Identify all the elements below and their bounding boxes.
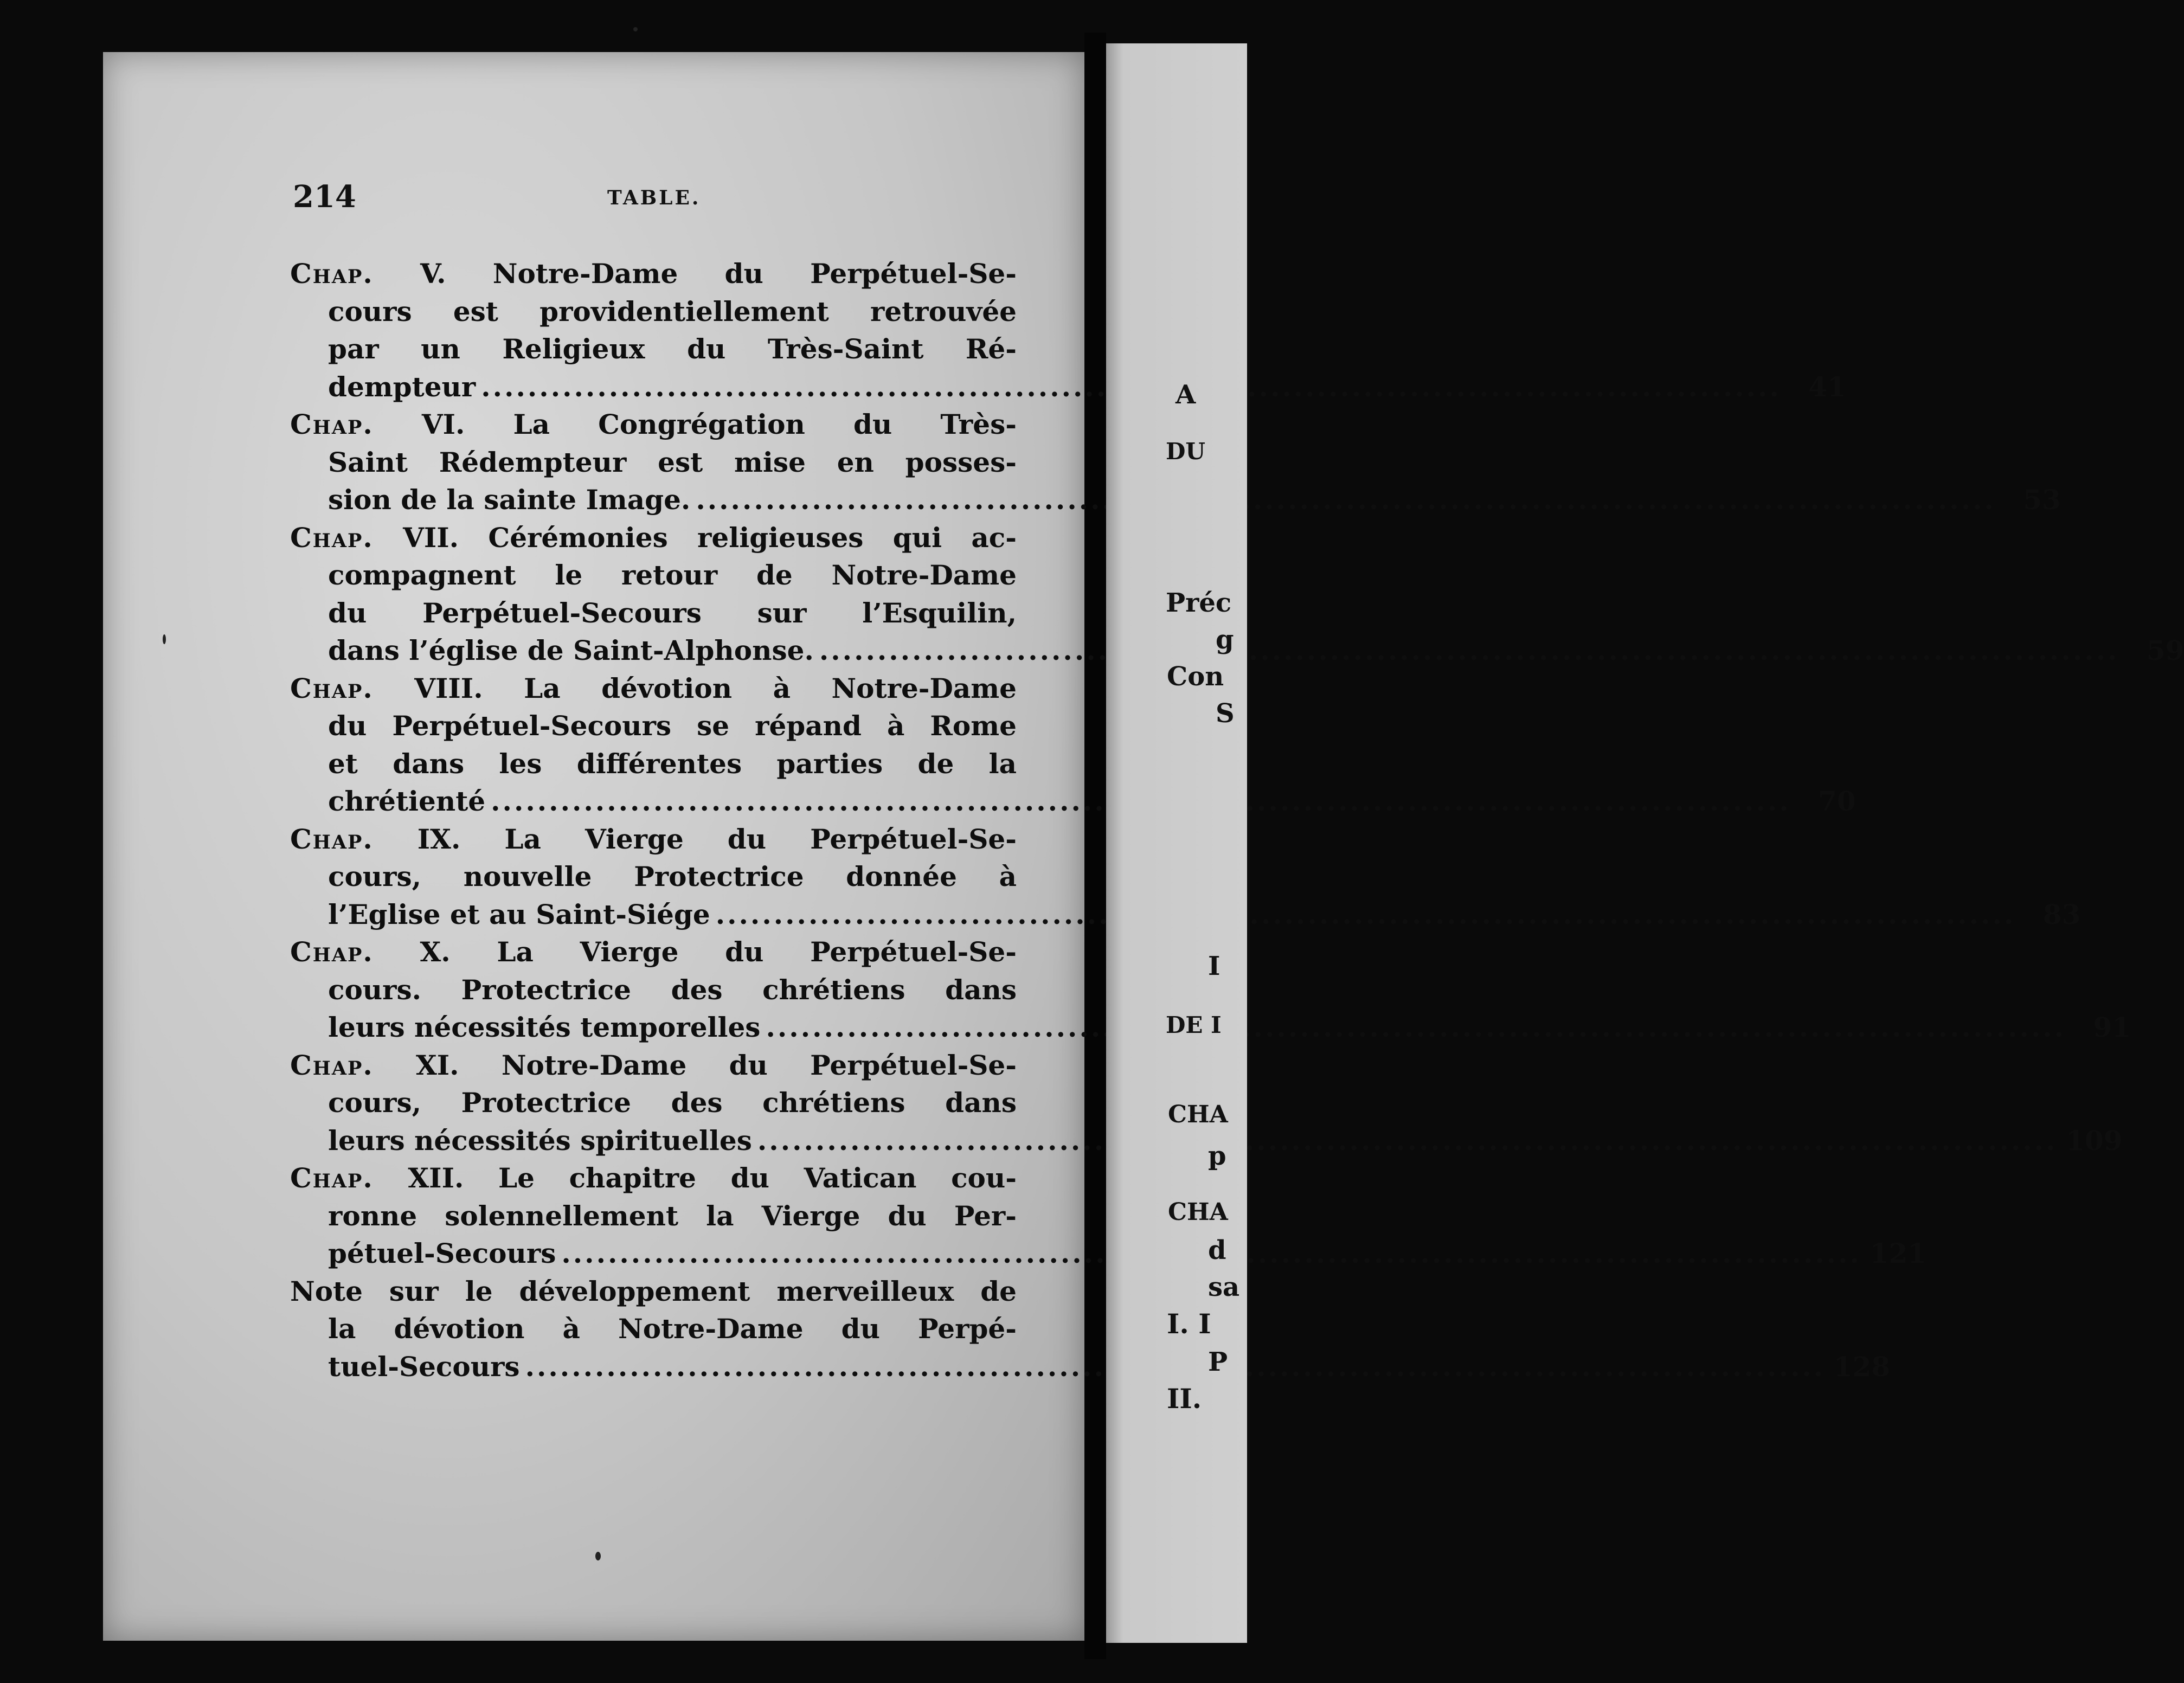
chapter-label: Chap. (290, 521, 374, 554)
toc-entry-line (290, 1348, 1891, 1386)
scan-speck (595, 1552, 601, 1560)
chapter-label: Chap. (290, 936, 374, 968)
entry-text: cours, Protectrice des chrétiens dans (328, 1087, 1017, 1119)
entry-text: Saint Rédempteur est mise en posses- (328, 446, 1017, 478)
toc-entry-line (290, 1310, 1017, 1348)
page-ref: 59 (2146, 634, 2184, 666)
scan-speck (163, 634, 166, 644)
entry-text: pétuel-Secours (328, 1237, 556, 1269)
entry-text: l’Eglise et au Saint-Siége (328, 898, 710, 930)
toc-entry-line (290, 255, 1017, 293)
entry-text: cours est providentiellement retrouvée (328, 295, 1017, 327)
running-head (293, 179, 943, 217)
facing-text-fragment: I (1208, 951, 1221, 981)
facing-text-fragment: g (1216, 625, 1234, 655)
chapter-label: Chap. (290, 823, 374, 855)
toc-entry-line (290, 670, 1017, 708)
entry-text: cours, nouvelle Protectrice donnée à (328, 860, 1017, 892)
page-ref: 83 (2042, 898, 2081, 930)
dot-leader (814, 632, 2125, 670)
toc-entry-line (290, 293, 1017, 331)
facing-page-fragment (1106, 43, 1247, 1643)
toc-entry-line (290, 1273, 1017, 1311)
chapter-label: Chap. (290, 408, 374, 440)
toc-entry-line (290, 594, 1017, 632)
toc-entry (290, 255, 1846, 406)
book-gutter (1084, 33, 1106, 1659)
toc-entry-line (290, 1159, 1017, 1197)
facing-text-fragment: P (1208, 1347, 1228, 1377)
toc-entry-line (290, 1046, 1017, 1084)
toc-entry-line (290, 707, 1017, 745)
toc-entry-line (290, 1084, 1017, 1122)
entry-text: et dans les différentes parties de la (328, 747, 1017, 780)
facing-text-fragment: Con (1167, 661, 1224, 692)
entry-text: cours. Protectrice des chrétiens dans (328, 973, 1017, 1006)
facing-text-fragment: p (1208, 1141, 1226, 1171)
entry-text: VIII. La dévotion à Notre-Dame (414, 672, 1017, 704)
scan-speck (633, 27, 638, 31)
entry-text: VII. Cérémonies religieuses qui ac- (403, 521, 1017, 554)
entry-text: tuel-Secours (328, 1350, 520, 1383)
entry-text: XII. Le chapitre du Vatican cou- (408, 1162, 1017, 1194)
toc-entry-line (290, 406, 1017, 444)
facing-text-fragment: DE I (1166, 1012, 1222, 1038)
page-ref: 128 (1833, 1350, 1891, 1383)
toc-entry-line (290, 330, 1017, 368)
toc-entry-line (290, 481, 2061, 519)
page-ref: 41 (1808, 370, 1846, 403)
toc-entry-line (290, 745, 1017, 783)
facing-text-fragment: CHA (1168, 1198, 1228, 1226)
toc-entry-line (290, 782, 1856, 820)
entry-text: chrétienté (328, 785, 486, 817)
chapter-label: Chap. (290, 1162, 374, 1194)
entry-text: sion de la sainte Image. (328, 484, 691, 516)
toc-entry-line (290, 556, 1017, 594)
page-ref: 53 (2023, 484, 2061, 516)
entry-text: par un Religieux du Très-Saint Ré- (328, 333, 1017, 365)
toc-entry (290, 820, 2081, 934)
toc-entry-line (290, 858, 1017, 896)
entry-text: la dévotion à Notre-Dame du Perpé- (328, 1313, 1017, 1345)
facing-text-fragment: Préc (1166, 588, 1232, 618)
entry-text: XI. Notre-Dame du Perpétuel-Se- (416, 1049, 1017, 1081)
running-title: TABLE. (607, 187, 701, 209)
toc-entry (290, 1159, 1926, 1273)
entry-text: leurs nécessités spirituelles (328, 1124, 752, 1157)
dot-leader (752, 1122, 2063, 1160)
toc-entry-line (290, 896, 2081, 934)
page-ref: 91 (2093, 1011, 2131, 1043)
toc-entry (290, 1046, 2123, 1160)
toc-entry-line (290, 971, 1017, 1009)
entry-text: du Perpétuel-Secours sur l’Esquilin, (328, 596, 1017, 629)
facing-text-fragment: DU (1166, 438, 1206, 465)
dot-leader (710, 896, 2021, 934)
toc-entry-line (290, 1235, 1926, 1273)
toc-entry-line (290, 519, 1017, 557)
entry-text: dempteur (328, 370, 476, 403)
page-number: 214 (293, 179, 356, 215)
entry-text: leurs nécessités temporelles (328, 1011, 761, 1043)
facing-text-fragment: CHA (1168, 1101, 1228, 1128)
entry-text: ronne solennellement la Vierge du Per- (328, 1199, 1017, 1232)
entry-text: dans l’église de Saint-Alphonse. (328, 634, 814, 666)
entry-text: compagnent le retour de Notre-Dame (328, 559, 1017, 591)
facing-text-fragment: A (1175, 380, 1196, 410)
toc-entry-line (290, 632, 2184, 670)
toc-entry-line (290, 444, 1017, 481)
dot-leader (760, 1008, 2071, 1046)
toc-entry-line (290, 1197, 1017, 1235)
page-ref: 121 (1870, 1237, 1926, 1269)
chapter-label: Chap. (290, 1049, 374, 1081)
entry-text: VI. La Congrégation du Très- (421, 408, 1017, 440)
entry-text: Note sur le développement merveilleux de (290, 1275, 1017, 1307)
entry-text: IX. La Vierge du Perpétuel-Se- (417, 823, 1017, 855)
toc-entry (290, 406, 2061, 519)
facing-text-fragment: I. I (1167, 1308, 1211, 1340)
chapter-label: Chap. (290, 672, 374, 704)
toc-entry-line (290, 368, 1846, 406)
page-ref: 109 (2066, 1124, 2123, 1157)
toc-entry-line (290, 820, 1017, 858)
page-ref: 70 (1818, 785, 1856, 817)
entry-text: X. La Vierge du Perpétuel-Se- (420, 936, 1017, 968)
toc-entry-line (290, 933, 1017, 971)
entry-text: V. Notre-Dame du Perpétuel-Se- (420, 258, 1017, 290)
toc-entry-line (290, 1122, 2123, 1160)
facing-text-fragment: sa (1208, 1272, 1240, 1302)
facing-text-fragment: S (1216, 698, 1235, 729)
entry-text: du Perpétuel-Secours se répand à Rome (328, 710, 1017, 742)
facing-text-fragment: d (1208, 1235, 1226, 1266)
facing-text-fragment: II. (1167, 1383, 1202, 1415)
dot-leader (690, 481, 2001, 519)
chapter-label: Chap. (290, 258, 374, 290)
